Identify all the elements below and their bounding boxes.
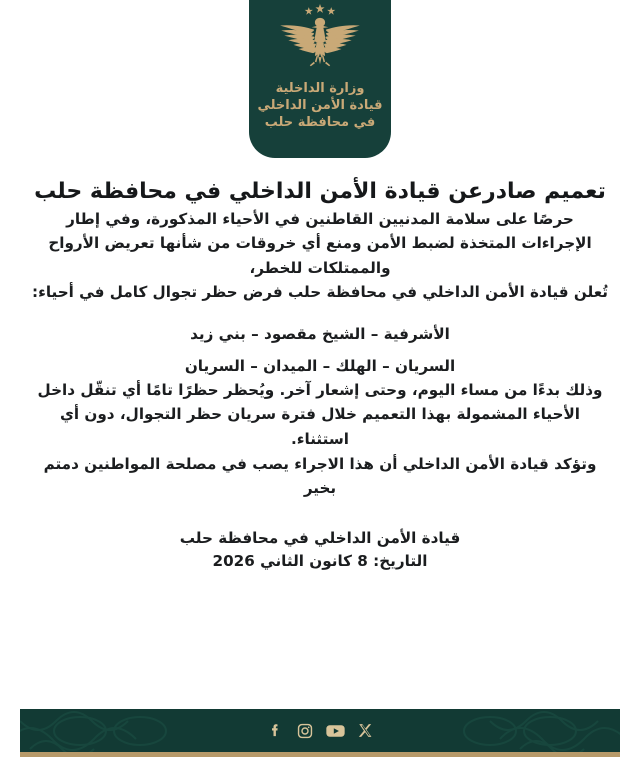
eagle-emblem: [268, 2, 372, 76]
badge-text-block: [257, 80, 382, 131]
document-body: [0, 166, 640, 709]
ministry-badge: [249, 0, 391, 158]
facebook-icon[interactable]: [266, 721, 285, 740]
social-links[interactable]: [266, 721, 375, 740]
badge-line-governorate: في محافظة حلب: [264, 115, 376, 131]
badge-line-command: قيادة الأمن الداخلي: [257, 98, 383, 114]
signature-authority: قيادة الأمن الداخلي في محافظة حلب: [179, 528, 461, 547]
badge-line-ministry: وزارة الداخلية: [275, 81, 365, 96]
timing-paragraph: وذلك بدءًا من مساء اليوم، وحتى إشعار آخر. ويُحظر حظرًا تامًا أي تنقّل داخل الأحياء المشمولة بهذا التعميم خلال فترة سريان حظر التجوال، دون أي استثناء.: [37, 380, 603, 448]
youtube-icon[interactable]: [326, 721, 345, 740]
list-item: الأشرفية – الشيخ مقصود – بني زيد: [190, 325, 450, 344]
closing-paragraph: وتؤكد قيادة الأمن الداخلي أن هذا الاجراء يصب في مصلحة المواطنين دمتم بخير: [43, 454, 597, 498]
neighborhood-list: [26, 323, 614, 378]
page-title: تعميم صادرعن قيادة الأمن الداخلي في محافظة حلب: [34, 179, 606, 204]
x-twitter-icon[interactable]: [356, 721, 375, 740]
intro-paragraph: حرصًا على سلامة المدنيين القاطنين في الأحياء المذكورة، وفي إطار الإجراءات المتخذة لضبط الأمن ومنع أي خروقات من شأنها تعريض الأرواح والممتلكات للخطر،: [48, 209, 592, 277]
announcement-paragraph: تُعلن قيادة الأمن الداخلي في محافظة حلب فرض حظر تجوال كامل في أحياء:: [32, 283, 608, 302]
signature-date: التاريخ: 8 كانون الثاني 2026: [212, 552, 428, 571]
instagram-icon[interactable]: [296, 721, 315, 740]
list-item: السريان – الهلك – الميدان – السريان: [184, 356, 456, 375]
header-region: [0, 0, 640, 166]
footer-bar: [20, 709, 620, 757]
signature-block: [26, 527, 614, 574]
